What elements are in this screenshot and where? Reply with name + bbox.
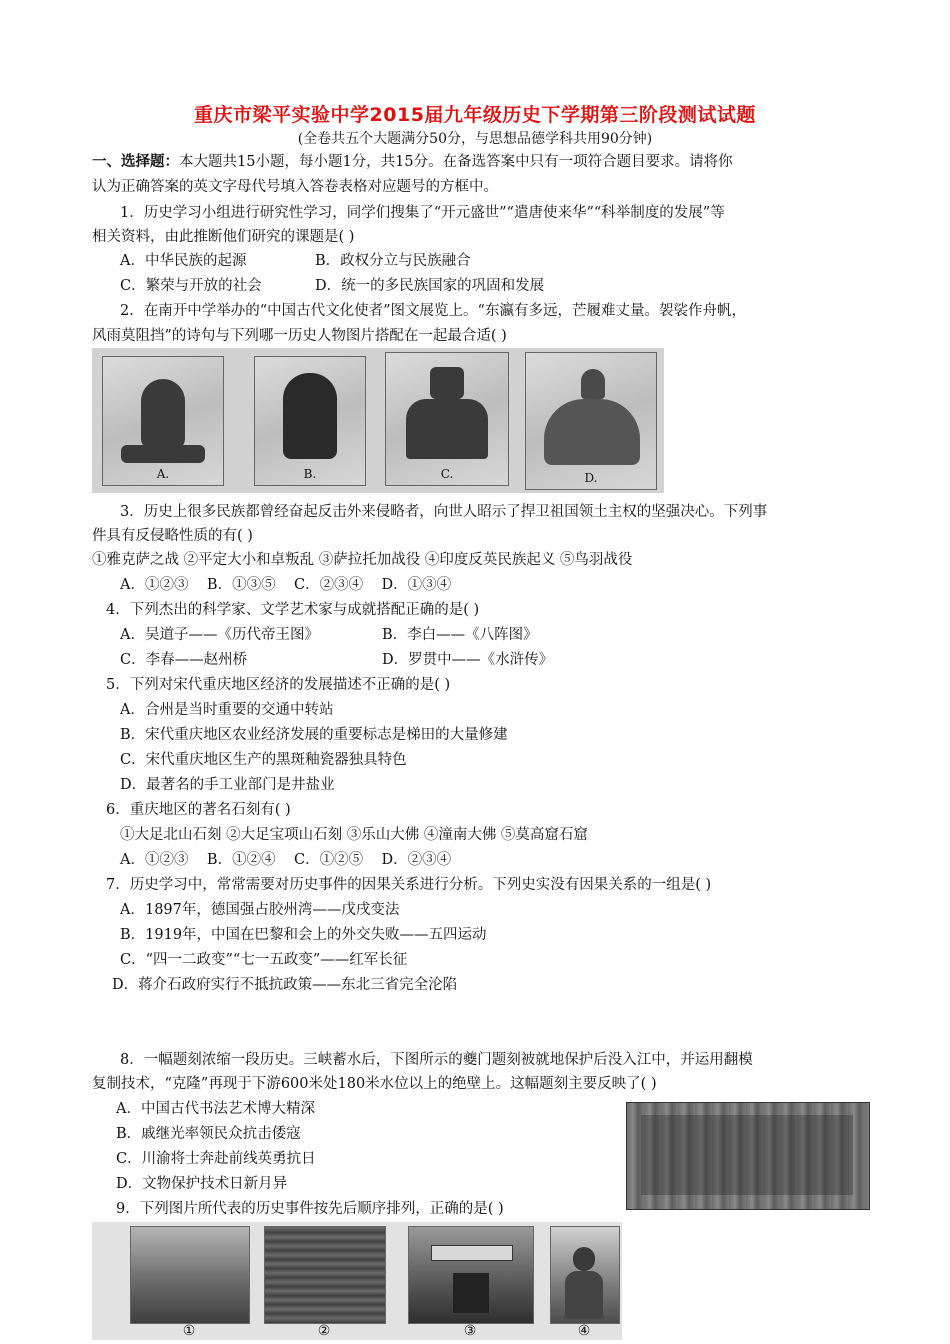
q4-option-c: C．李春——赵州桥 <box>120 652 248 668</box>
q9-figure-strip <box>92 1222 622 1340</box>
q4-option-b: B．李白——《八阵图》 <box>382 627 538 643</box>
q2-stem-line2: 风雨莫阻挡”的诗句与下列哪一历史人物图片搭配在一起最合适( ) <box>92 328 507 344</box>
q5-option-d: D．最著名的手工业部门是井盐业 <box>120 777 335 793</box>
q1-option-a: A．中华民族的起源 <box>120 253 247 269</box>
q2-caption-c: C. <box>440 467 454 481</box>
soldier-head-icon <box>573 1247 595 1271</box>
q4-option-d: D．罗贯中——《水浒传》 <box>382 652 554 668</box>
q9-figure-1 <box>130 1226 250 1324</box>
section-instr1: 本大题共15小题，每小题1分，共15分。在备选答案中只有一项符合题目要求。请将你 <box>179 154 733 170</box>
q2-caption-b: B. <box>303 467 317 481</box>
q3-stem-line2: 件具有反侵略性质的有( ) <box>92 528 253 544</box>
q8-option-a: A．中国古代书法艺术博大精深 <box>116 1101 315 1117</box>
q7-option-b: B．1919年，中国在巴黎和会上的外交失败——五四运动 <box>120 927 487 943</box>
q7-stem: 7．历史学习中，常常需要对历史事件的因果关系进行分析。下列史实没有因果关系的一组是( ) <box>106 877 712 893</box>
exam-subtitle: (全卷共五个大题满分50分，与思想品德学科共用90分钟) <box>297 131 653 147</box>
q7-option-a: A．1897年，德国强占胶州湾——戊戌变法 <box>120 902 400 918</box>
q9-figure-4 <box>550 1226 620 1324</box>
q1-option-b: B．政权分立与民族融合 <box>315 253 471 269</box>
q2-figure-strip <box>92 348 664 493</box>
buddha-statue-icon <box>141 379 185 449</box>
q8-option-b: B．戚继光率领民众抗击倭寇 <box>116 1126 301 1142</box>
q3-items: ①雅克萨之战 ②平定大小和卓叛乱 ③萨拉托加战役 ④印度反英民族起义 ⑤鸟羽战役 <box>92 552 633 568</box>
official-head-icon <box>430 367 464 399</box>
section-instructions-line1 <box>92 152 733 172</box>
q5-option-c: C．宋代重庆地区生产的黑斑釉瓷器独具特色 <box>120 752 407 768</box>
memorial-gate-plaque-icon <box>431 1245 513 1261</box>
q8-stem-line1: 8．一幅题刻浓缩一段历史。三峡蓄水后，下图所示的夔门题刻被就地保护后没入江中，并运用翻模 <box>120 1052 753 1068</box>
q2-stem-line1: 2．在南开中学举办的“中国古代文化使者”图文展览上。“东瀛有多远，芒履难丈量。袈裟作舟帆， <box>120 303 746 319</box>
q2-caption-d: D. <box>584 471 598 485</box>
q1-stem-line2: 相关资料，由此推断他们研究的课题是( ) <box>92 229 355 245</box>
q4-stem: 4．下列杰出的科学家、文学艺术家与成就搭配正确的是( ) <box>106 602 480 618</box>
q3-stem-line1: 3．历史上很多民族都曾经奋起反击外来侵略者，向世人昭示了捍卫祖国领土主权的坚强决心。下列事 <box>120 504 768 520</box>
section-instr2: 认为正确答案的英文字母代号填入答卷表格对应题号的方框中。 <box>92 179 498 195</box>
q3-options: A．①②③ B．①③⑤ C．②③④ D．①③④ <box>120 577 452 593</box>
q1-stem-line1: 1．历史学习小组进行研究性学习，同学们搜集了“开元盛世”“遣唐使来华”“科举制度的发展”等 <box>120 205 725 221</box>
q9-figure-3 <box>408 1226 534 1324</box>
q8-stem-line2: 复制技术，“克隆”再现于下游600米处180米水位以上的绝壁上。这幅题刻主要反映了( ) <box>92 1076 657 1092</box>
q2-figure-d <box>525 352 657 490</box>
q6-stem: 6．重庆地区的著名石刻有( ) <box>106 802 291 818</box>
q9-caption-3: ③ <box>463 1323 477 1339</box>
official-robe-icon <box>406 399 488 459</box>
q8-option-d: D．文物保护技术日新月异 <box>116 1176 288 1192</box>
warrior-head-icon <box>581 369 605 399</box>
exam-title: 重庆市梁平实验中学2015届九年级历史下学期第三阶段测试试题 <box>194 104 756 126</box>
q9-stem: 9．下列图片所代表的历史事件按先后顺序排列，正确的是( ) <box>116 1201 504 1217</box>
q5-stem: 5．下列对宋代重庆地区经济的发展描述不正确的是( ) <box>106 677 451 693</box>
q5-option-b: B．宋代重庆地区农业经济发展的重要标志是梯田的大量修建 <box>120 727 508 743</box>
q9-caption-1: ① <box>182 1323 196 1339</box>
q7-option-d: D．蒋介石政府实行不抵抗政策——东北三省完全沦陷 <box>112 977 458 993</box>
statue-base-icon <box>121 445 205 463</box>
q8-option-c: C．川渝将士奔赴前线英勇抗日 <box>116 1151 316 1167</box>
carved-inscription-icon <box>641 1115 853 1195</box>
q2-figure-b <box>254 356 366 486</box>
q1-option-d: D．统一的多民族国家的巩固和发展 <box>315 278 545 294</box>
q8-kuimen-inscription-photo <box>626 1102 870 1210</box>
section-heading: 一、选择题： <box>92 154 179 170</box>
q9-figure-2 <box>264 1226 386 1324</box>
q7-option-c: C．“四一二政变”“七一五政变”——红军长征 <box>120 952 408 968</box>
warrior-bust-icon <box>544 399 640 465</box>
q2-figure-c <box>385 352 509 486</box>
q4-option-a: A．吴道子——《历代帝王图》 <box>120 627 319 643</box>
q6-items: ①大足北山石刻 ②大足宝项山石刻 ③乐山大佛 ④潼南大佛 ⑤莫高窟石窟 <box>120 827 588 843</box>
q1-option-c: C．繁荣与开放的社会 <box>120 278 262 294</box>
q9-caption-4: ④ <box>577 1323 591 1339</box>
q9-caption-2: ② <box>317 1323 331 1339</box>
q2-caption-a: A. <box>156 467 170 481</box>
soldier-body-icon <box>565 1271 603 1319</box>
monk-portrait-icon <box>283 373 337 459</box>
q6-options: A．①②③ B．①②④ C．①②⑤ D．②③④ <box>120 852 452 868</box>
q5-option-a: A．合州是当时重要的交通中转站 <box>120 702 334 718</box>
gate-doorway-icon <box>453 1273 489 1313</box>
q2-figure-a <box>102 356 224 486</box>
